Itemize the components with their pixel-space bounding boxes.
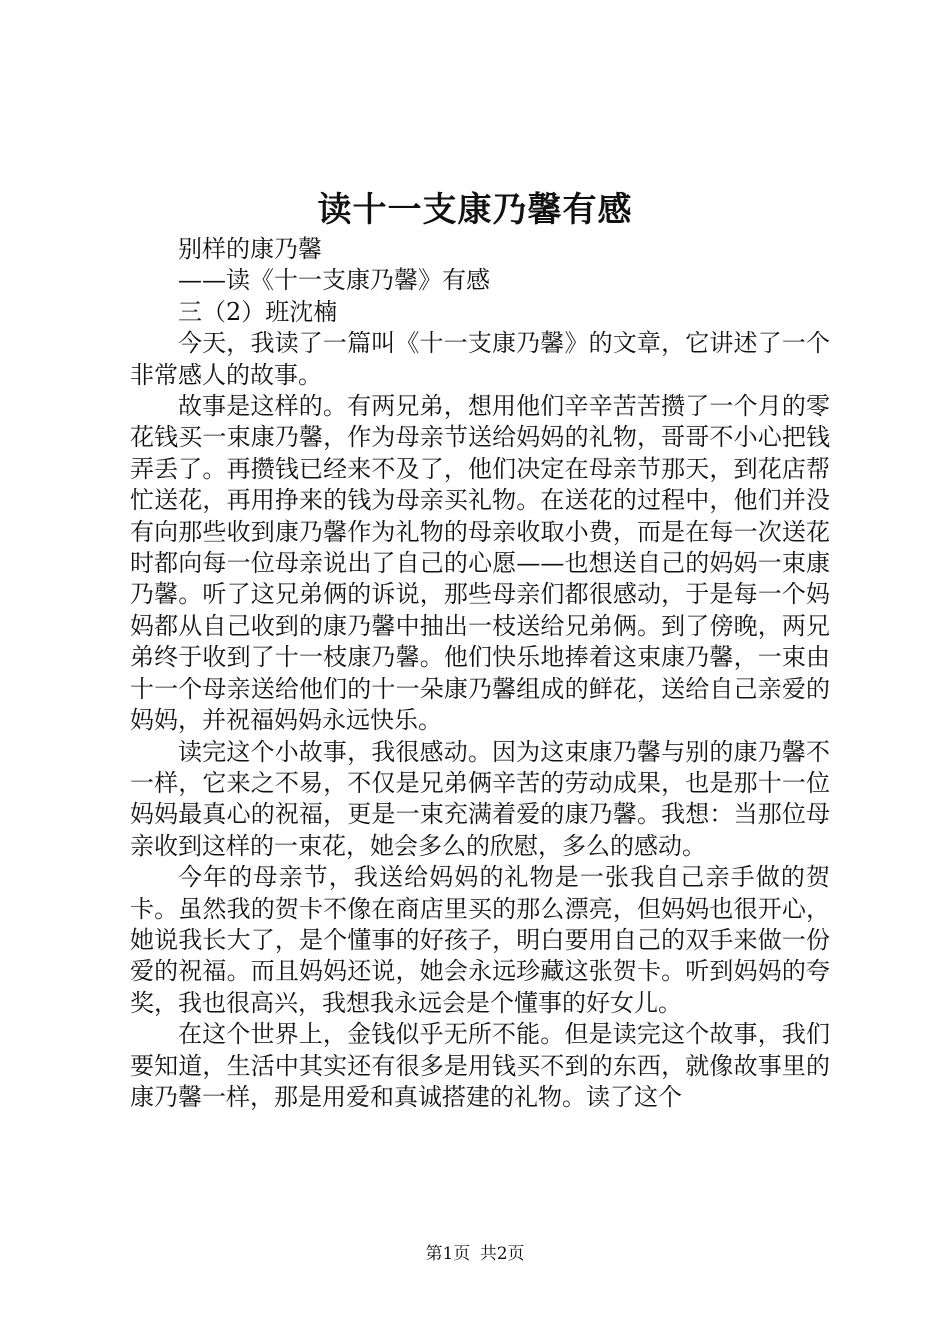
paragraph: 今年的母亲节，我送给妈妈的礼物是一张我自己亲手做的贺卡。虽然我的贺卡不像在商店里买的那么漂亮，但妈妈也很开心，她说我长大了，是个懂事的好孩子，明白要用自己的双手来做一份爱的祝福。而且妈妈还说，她会永远珍藏这张贺卡。听到妈妈的夸奖，我也很高兴，我想我永远会是个懂事的好女儿。 (130, 863, 830, 1017)
subtitle-line: 别样的康乃馨 (178, 235, 322, 263)
paragraph: 读完这个小故事，我很感动。因为这束康乃馨与别的康乃馨不一样，它来之不易，不仅是兄弟俩辛苦的劳动成果，也是那十一位妈妈最真心的祝福，更是一束充满着爱的康乃馨。我想：当那位母亲收到这样的一束花，她会多么的欣慰，多么的感动。 (130, 737, 830, 860)
page-total: 共2页 (479, 1244, 525, 1264)
author-line: 三（2）班沈楠 (178, 297, 338, 326)
paragraph: 今天，我读了一篇叫《十一支康乃馨》的文章，它讲述了一个非常感人的故事。 (130, 329, 830, 389)
paragraph: 在这个世界上，金钱似乎无所不能。但是读完这个故事，我们要知道，生活中其实还有很多是用钱买不到的东西，就像故事里的康乃馨一样，那是用爱和真诚搭建的礼物。读了这个 (130, 1020, 830, 1111)
page-footer (0, 1242, 950, 1266)
document-body (130, 234, 830, 1113)
subtitle-line: ——读《十一支康乃馨》有感 (178, 266, 490, 295)
paragraph: 故事是这样的。有两兄弟，想用他们辛辛苦苦攒了一个月的零花钱买一束康乃馨，作为母亲节送给妈妈的礼物，哥哥不小心把钱弄丢了。再攒钱已经来不及了，他们决定在母亲节那天，到花店帮忙送花，再用挣来的钱为母亲买礼物。在送花的过程中，他们并没有向那些收到康乃馨作为礼物的母亲收取小费，而是在每一次送花时都向每一位母亲说出了自己的心愿——也想送自己的妈妈一束康乃馨。听了这兄弟俩的诉说，那些母亲们都很感动，于是每一个妈妈都从自己收到的康乃馨中抽出一枝送给兄弟俩。到了傍晚，两兄弟终于收到了十一枝康乃馨。他们快乐地捧着这束康乃馨，一束由十一个母亲送给他们的十一朵康乃馨组成的鲜花，送给自己亲爱的妈妈，并祝福妈妈永远快乐。 (130, 392, 830, 735)
document-title: 读十一支康乃馨有感 (317, 190, 633, 230)
page-number: 第1页 (425, 1244, 471, 1264)
